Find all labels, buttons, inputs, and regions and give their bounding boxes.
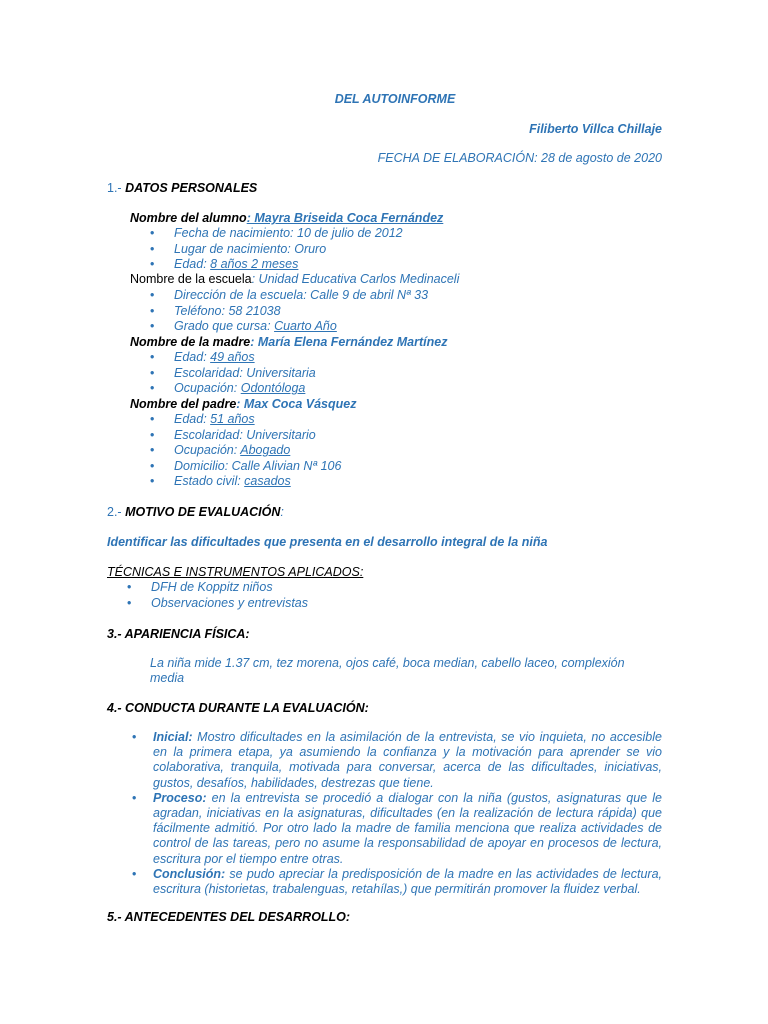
bullet-icon: •: [150, 381, 155, 396]
list-item: • Escolaridad: Universitario: [150, 427, 316, 442]
list-item: • Edad: 8 años 2 meses: [150, 257, 299, 272]
techniques-heading: TÉCNICAS E INSTRUMENTOS APLICADOS:: [107, 565, 364, 579]
section-1-title: DATOS PERSONALES: [125, 181, 258, 195]
list-item: • Inicial: Mostro dificultades en la asimilación de la entrevista, se vio inquieta, no accesible en la primera etapa, ya asumiendo la confianza y la motivación para aprender se vio colaborativa, tranquila, motivada para conversar, acerca de las dificultades, iniciativas, gustos, desafíos, habilidades, destrezas que tiene.: [132, 730, 662, 790]
bullet-icon: •: [127, 580, 132, 594]
list-item: • Escolaridad: Universitaria: [150, 365, 316, 380]
list-item: • Ocupación: Odontóloga: [150, 381, 306, 396]
mother-details-list: [130, 350, 316, 397]
student-name-value: : Mayra Briseida Coca Fernández: [246, 211, 444, 225]
student-name-label: Nombre del alumno: [130, 211, 247, 225]
school-name-value: : Unidad Educativa Carlos Medinaceli: [251, 272, 460, 286]
section-4-heading: 4.- CONDUCTA DURANTE LA EVALUACIÓN:: [107, 701, 369, 715]
section-2-title: MOTIVO DE EVALUACIÓN: [121, 505, 281, 519]
list-item: • DFH de Koppitz niños: [127, 580, 273, 594]
father-name-label: Nombre del padre: [130, 397, 237, 411]
mother-name-line: [130, 335, 447, 349]
list-item: • Fecha de nacimiento: 10 de julio de 2012: [150, 226, 403, 240]
bullet-icon: •: [127, 595, 132, 610]
bullet-icon: •: [150, 241, 155, 256]
conduct-list: [107, 730, 662, 897]
bullet-icon: •: [150, 365, 155, 380]
grade-value: Cuarto Año: [274, 319, 337, 334]
physical-appearance-text: La niña mide 1.37 cm, tez morena, ojos café, boca median, cabello laceo, complexión media: [150, 656, 625, 686]
list-item: • Edad: 49 años: [150, 350, 255, 364]
mother-name-label: Nombre de la madre: [130, 335, 251, 349]
father-name-value: : Max Coca Vásquez: [236, 397, 357, 411]
list-item: • Teléfono: 58 21038: [150, 303, 281, 318]
bullet-icon: •: [132, 730, 137, 744]
bullet-icon: •: [150, 288, 155, 302]
bullet-icon: •: [132, 790, 137, 805]
section-2-heading: 2.- MOTIVO DE EVALUACIÓN:: [107, 505, 284, 519]
section-1-heading: [107, 181, 257, 195]
list-item: • Proceso: en la entrevista se procedió a dialogar con la niña (gustos, asignaturas que le agradan, iniciativas en la asignaturas, dificultades (en la realización de lectura rápida) que fácilmente admitió. Por otro lado la madre de familia menciona que realiza actividades de control de las tareas, pero no asume la responsabilidad de apoyar en procesos de lectura, escritura por el tiempo entre otras.: [132, 790, 662, 866]
list-item: • Dirección de la escuela: Calle 9 de abril Nª 33: [150, 288, 429, 302]
elaboration-date: FECHA DE ELABORACIÓN: 28 de agosto de 2020: [377, 151, 662, 165]
list-item: • Estado civil: casados: [150, 474, 291, 489]
bullet-icon: •: [150, 412, 155, 426]
bullet-icon: •: [150, 474, 155, 489]
mother-name-value: : María Elena Fernández Martínez: [250, 335, 448, 349]
section-1-number: 1.-: [107, 181, 122, 195]
list-item: • Edad: 51 años: [150, 412, 255, 426]
list-item: • Conclusión: se pudo apreciar la predisposición de la madre en las actividades de lectura, escritura (historietas, trabalenguas, retahílas,) que permitirán promover la fluidez verbal.: [132, 866, 662, 897]
bullet-icon: •: [132, 866, 137, 881]
school-details-list: [130, 288, 428, 335]
list-item: • Ocupación: Abogado: [150, 443, 291, 458]
student-age-value: 8 años 2 meses: [210, 257, 299, 272]
bullet-icon: •: [150, 319, 155, 334]
evaluation-reason: Identificar las dificultades que presenta en el desarrollo integral de la niña: [107, 535, 548, 549]
list-item: • Domicilio: Calle Alivian Nª 106: [150, 458, 342, 473]
list-item: • Grado que cursa: Cuarto Año: [150, 319, 337, 334]
techniques-list: [107, 580, 308, 611]
school-name-label: Nombre de la escuela: [130, 272, 252, 286]
bullet-icon: •: [150, 257, 155, 272]
document-title: DEL AUTOINFORME: [334, 92, 456, 106]
school-name-line: [130, 272, 459, 286]
bullet-icon: •: [150, 226, 155, 240]
student-name-line: [130, 211, 443, 225]
section-2-number: 2.-: [107, 505, 122, 519]
section-5-heading: 5.- ANTECEDENTES DEL DESARROLLO:: [107, 910, 351, 924]
author-name: Filiberto Villca Chillaje: [529, 122, 662, 136]
bullet-icon: •: [150, 458, 155, 473]
father-name-line: [130, 397, 356, 411]
bullet-icon: •: [150, 427, 155, 442]
list-item: • Lugar de nacimiento: Oruro: [150, 241, 327, 256]
bullet-icon: •: [150, 443, 155, 458]
student-details-list: [130, 226, 403, 273]
father-details-list: [130, 412, 341, 490]
section-3-heading: 3.- APARIENCIA FÍSICA:: [107, 627, 250, 641]
list-item: • Observaciones y entrevistas: [127, 595, 309, 610]
bullet-icon: •: [150, 303, 155, 318]
bullet-icon: •: [150, 350, 155, 364]
